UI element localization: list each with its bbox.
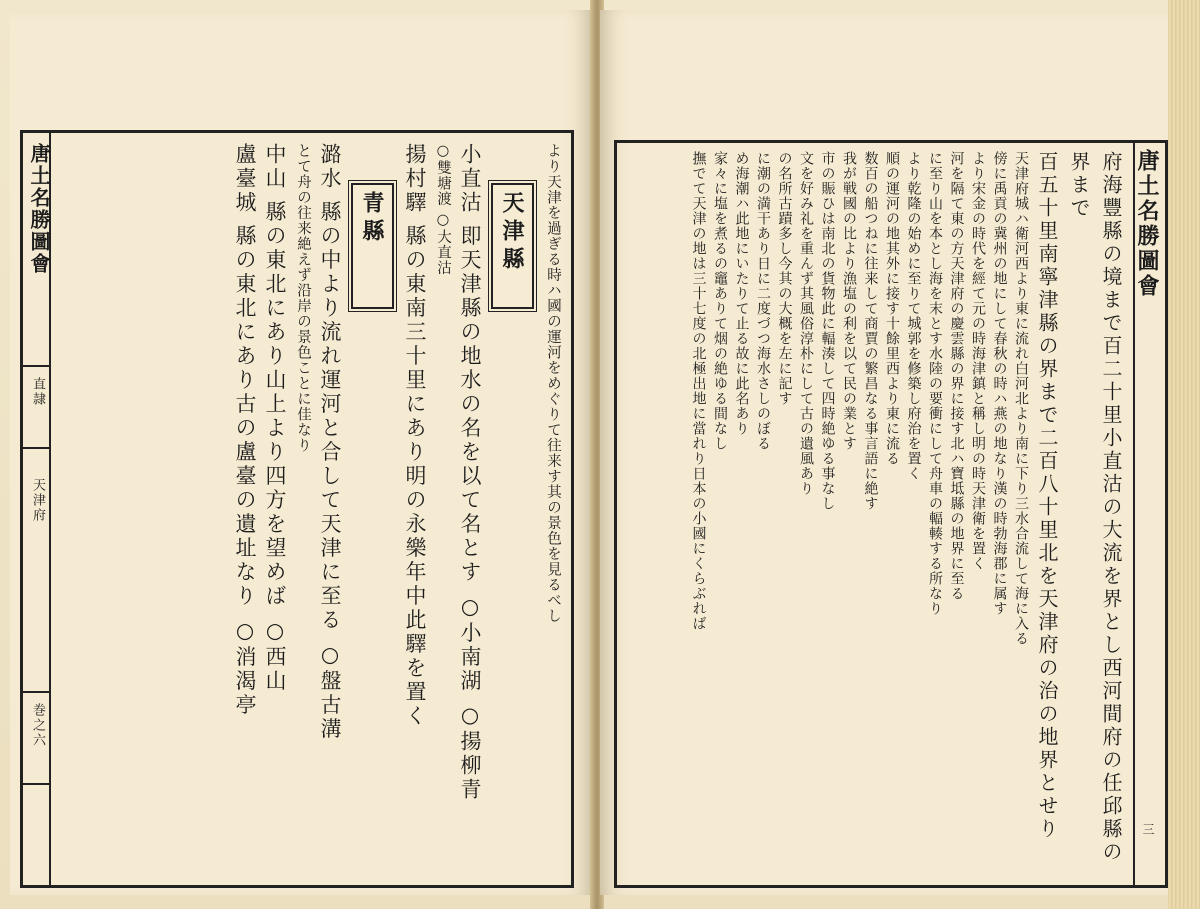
volume-label: 巻之六: [30, 703, 45, 748]
text-column: とて舟の往来絶えず沿岸の景色ことに佳なり: [295, 143, 311, 453]
text-column: より天津を過ぎる時ハ國の運河をめぐりて往来す其の景色を見るべし: [545, 143, 561, 624]
place-entry: ○盤古溝: [318, 642, 342, 742]
place-entry: ○消渴亭: [233, 618, 257, 718]
text-column: に潮の満干あり日に二度づつ海水さしのぼる: [755, 151, 771, 451]
volume-box: [23, 691, 49, 785]
section-box: [23, 365, 49, 449]
book-title-vertical: 唐土名勝圖會: [27, 143, 51, 275]
text-column: 揚村驛 縣の東南三十里にあり明の永樂年中此驛を置く: [403, 143, 427, 729]
text-column: 文を好み礼を重んず其風俗淳朴にして古の遺風あり: [798, 151, 814, 496]
county-heading-qing: 青縣: [351, 183, 394, 309]
text-column: 市の賑ひは南北の貨物此に輻湊して四時絶ゆる事なし: [819, 151, 836, 511]
text-column: [430, 143, 455, 868]
left-text-body: [57, 143, 565, 873]
place-entry: ○小南湖: [458, 594, 482, 694]
text-column: め海潮ハ此地にいたりて止る故に此名あり: [733, 151, 750, 436]
right-text-frame: [614, 140, 1168, 888]
text-column: 百五十里南寧津縣の界まで二百八十里北を天津府の治の地界とせり: [1035, 151, 1059, 841]
margin-strip: [23, 133, 51, 885]
text-column: 潞水 縣の中より流れ運河と合して天津に至る ○盤古溝: [318, 143, 342, 742]
page-number: 三: [1141, 823, 1155, 835]
text-column: 数百の船つねに往来して商賈の繁昌なる事言語に絶す: [862, 151, 879, 511]
text-column: 小直沽 即天津縣の地水の名を以て名とす ○小南湖 ○揚柳青: [458, 143, 482, 803]
county-heading-tianjin: 天津縣: [491, 183, 534, 309]
text-column: 我が戦國の比より漁塩の利を以て民の業とす: [841, 151, 857, 451]
text-column: に至り山を本とし海を末とす水陸の要衝にして舟車の輻輳する所なり: [927, 151, 943, 616]
right-text-body: [627, 151, 1127, 877]
place-entry: ○雙塘渡: [435, 143, 451, 207]
text-column: の名所古蹟多し今其の大概を左に記す: [776, 151, 793, 406]
section-label: 直隷: [30, 377, 45, 407]
text-column: 中山 縣の東北にあり山上より四方を望めば ○西山: [263, 143, 287, 694]
text-column: より宋金の時代を經て元の時海津鎮と稱し明の時天津衛を置く: [970, 151, 986, 571]
book-title-vertical-right: 唐土名勝圖會: [1134, 149, 1160, 299]
text-column: 撫でて天津の地は三十七度の北極出地に當れり日本の小國にくらぶれば: [690, 151, 707, 631]
text-column: 盧臺城 縣の東北にあり古の盧臺の遺址なり ○消渴亭: [233, 143, 257, 718]
text-column: 家々に塩を煮るの竈ありて烟の絶ゆる間なし: [712, 151, 728, 451]
right-margin-strip: [1133, 143, 1165, 885]
page-edges: [1168, 0, 1200, 909]
place-entry: ○揚柳青: [458, 703, 482, 803]
text-column: 順の運河の地其外に接す十餘里西より東に流る: [884, 151, 900, 466]
text-column: より乾隆の始めに至りて城郭を修築し府治を置く: [905, 151, 922, 481]
text-column: 河を隔て東の方天津府の慶雲縣の界に接す北ハ寶坻縣の地界に至る: [948, 151, 965, 601]
prefecture-label: 天津府: [30, 478, 45, 523]
text-column: 傍に禹貢の冀州の地にして春秋の時ハ燕の地なり漢の時勃海郡に属す: [991, 151, 1008, 616]
left-text-frame: [20, 130, 574, 888]
place-entry: ○西山: [263, 618, 287, 694]
text-column: 府海豐縣の境まで百二十里小直沽の大流を界とし西河間府の任邱縣の界まで: [1067, 151, 1123, 864]
place-entry: ○大直沽: [435, 212, 451, 276]
text-column: 天津府城ハ衛河西より東に流れ白河北より南に下り三水合流して海に入る: [1013, 151, 1029, 646]
